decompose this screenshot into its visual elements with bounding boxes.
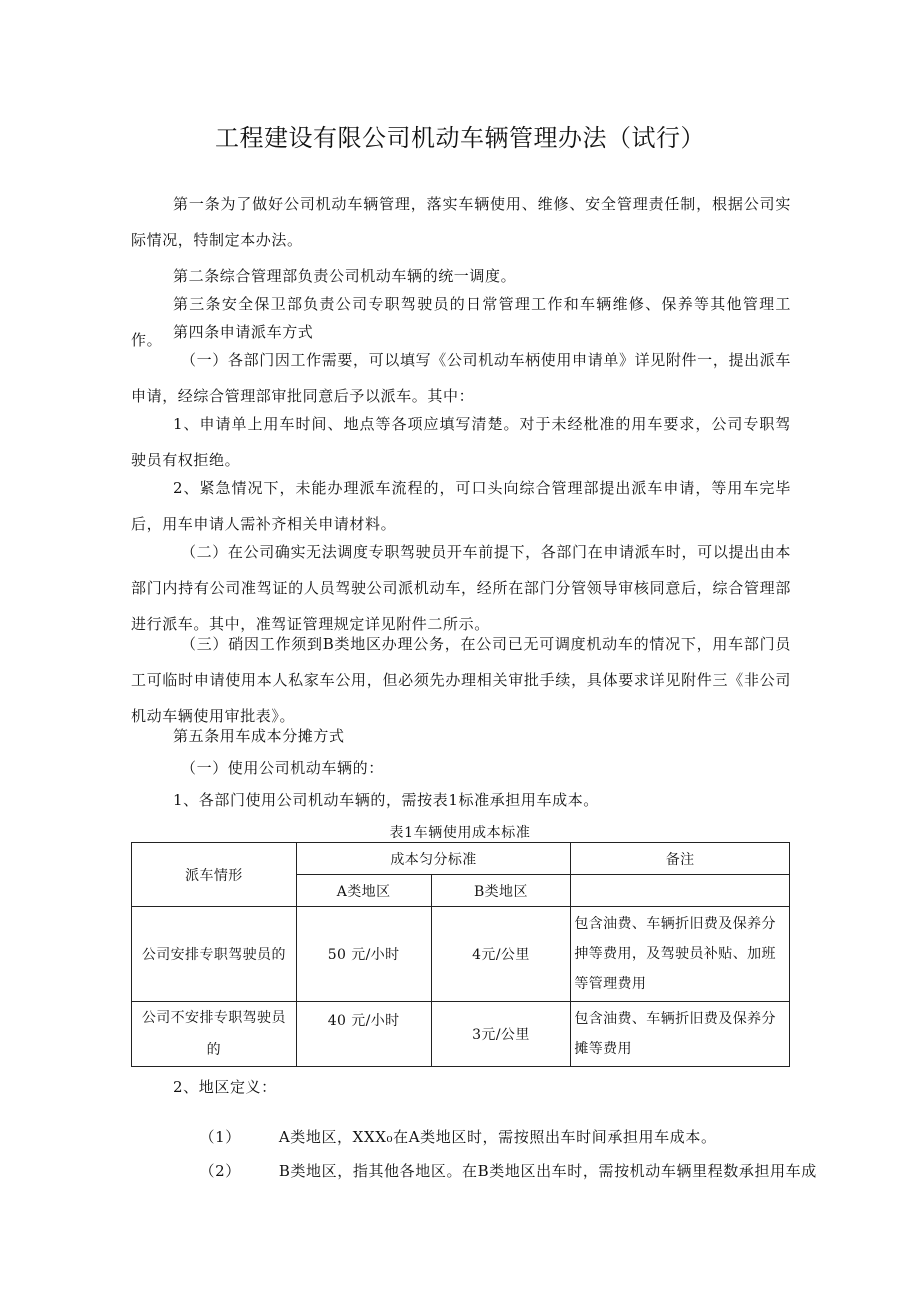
header-cost-group: 成本匀分标准 [296, 843, 571, 875]
item-number: （2） [199, 1162, 241, 1180]
article-4: 第四条申请派车方式 [173, 323, 314, 341]
cell-area-b: 4元/公里 [431, 907, 571, 1002]
header-area-a: A类地区 [296, 875, 431, 907]
header-situation: 派车情形 [132, 843, 297, 907]
article-5: 第五条用车成本分摊方式 [173, 727, 345, 745]
article-5-item-1: （一）使用公司机动车辆的： [181, 759, 384, 777]
article-1: 第一条为了做好公司机动车辆管理，落实车辆使用、维修、安全管理责任制，根据公司实际情况，特制定本办法。 [131, 195, 791, 249]
header-note-blank [571, 875, 790, 907]
area-definition-item [178, 1142, 817, 1199]
cell-area-a: 40 元/小时 [296, 1002, 431, 1067]
cell-area-b: 3元/公里 [431, 1002, 571, 1067]
table-row [132, 907, 790, 1002]
cell-note: 包含油费、车辆折旧费及保养分抻等费用，及驾驶员补贴、加班等管理费用 [571, 907, 790, 1002]
article-4-sub-2: 2、紧急情况下，未能办理派车流程的，可口头向综合管理部提出派车申请，等用车完毕后，用车申请人需补齐相关申请材料。 [131, 479, 791, 533]
document-title: 工程建设有限公司机动车辆管理办法（试行） [215, 124, 705, 152]
header-note: 备注 [571, 843, 790, 875]
item-text: B类地区，指其他各地区。在B类地区出车时，需按机动车辆里程数承担用车成 [278, 1162, 817, 1180]
article-3: 第三条安全保卫部负责公司专职驾驶员的日常管理工作和车辆维修、保养等其他管理工作。 [131, 295, 791, 349]
cell-note: 包含油费、车辆折旧费及保养分摊等费用 [571, 1002, 790, 1067]
cost-standard-table [131, 842, 790, 1067]
table-header-row [132, 843, 790, 875]
item-text: A类地区，XXX₀在A类地区时，需按照出车时间承担用车成本。 [278, 1128, 717, 1146]
header-area-b: B类地区 [431, 875, 571, 907]
item-number: （1） [199, 1128, 241, 1146]
cell-area-a: 50 元/小时 [296, 907, 431, 1002]
area-definition-heading: 2、地区定义： [173, 1078, 277, 1096]
table-caption: 表1车辆使用成本标准 [389, 825, 531, 841]
article-4-item-2: （二）在公司确实无法调度专职驾驶员开车前提下，各部门在申请派车时，可以提出由本部门内持有公司准驾证的人员驾驶公司派机动车，经所在部门分管领导审核同意后，综合管理部进行派车。其中，准驾证管理规定详见附件二所示。 [131, 543, 791, 633]
cell-situation: 公司安排专职驾驶员的 [132, 907, 297, 1002]
article-4-item-3: （三）硝因工作须到B类地区办理公务，在公司已无可调度机动车的情况下，用车部门员工可临时申请使用本人私家车公用，但必须先办理相关审批手续，具体要求详见附件三《非公司机动车辆使用审批表》。 [131, 635, 791, 725]
article-5-sub-1: 1、各部门使用公司机动车辆的，需按表1标准承担用车成本。 [173, 791, 599, 809]
article-2: 第二条综合管理部负责公司机动车辆的统一调度。 [173, 267, 517, 285]
article-4-item-1: （一）各部门因工作需要，可以填写《公司机动车柄使用申请单》详见附件一，提出派车申请，经综合管理部审批同意后予以派车。其中： [131, 351, 791, 405]
table-row [132, 1002, 790, 1067]
cell-situation: 公司不安排专职驾驶员的 [132, 1002, 297, 1067]
article-4-sub-1: 1、申请单上用车时间、地点等各项应填写清楚。对于未经枇准的用车要求，公司专职驾驶员有权拒绝。 [131, 415, 791, 469]
